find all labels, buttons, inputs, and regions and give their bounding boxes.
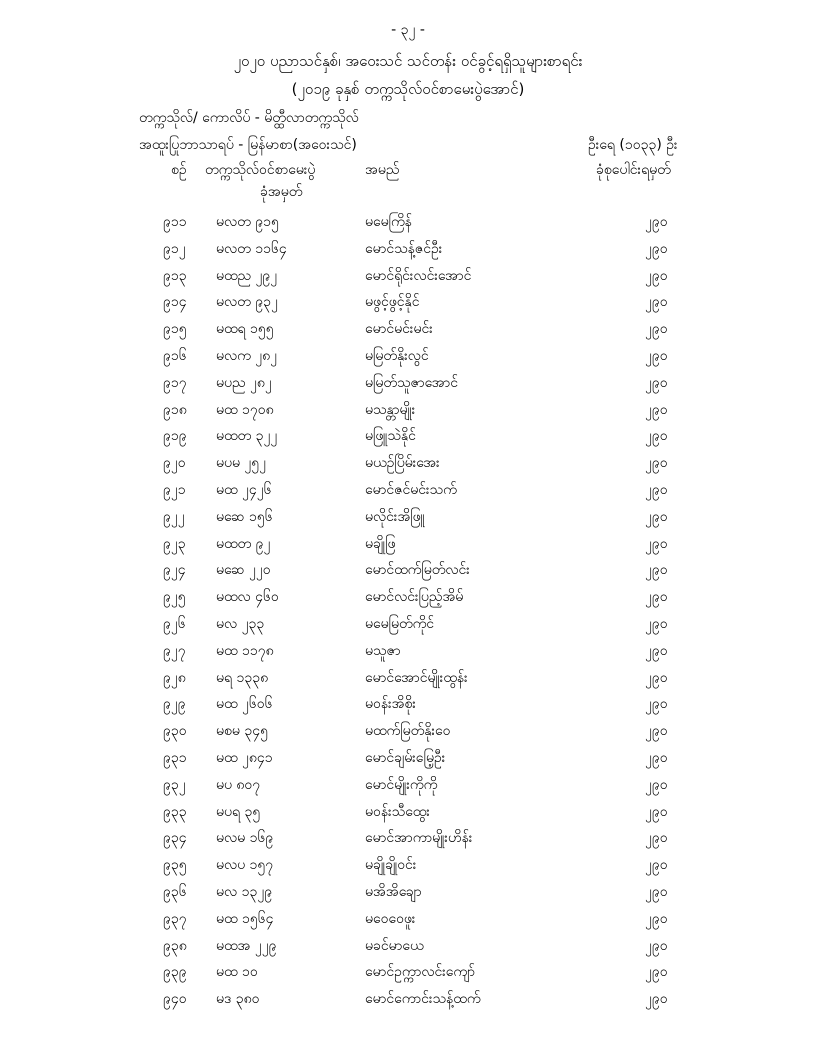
serial-number: ၉၃၀ xyxy=(163,723,187,740)
student-name: မယဉ်ပြိမ်းအေး xyxy=(365,455,440,472)
list-item xyxy=(0,530,816,557)
roll-number: မထရ ၁၅၅ xyxy=(216,321,274,338)
student-name: မမြတ်နိုးလွင် xyxy=(365,347,429,364)
list-item xyxy=(0,342,816,369)
roll-number: မထအ ၂၂၉ xyxy=(216,937,277,954)
list-item xyxy=(0,369,816,396)
list-item xyxy=(0,449,816,476)
score: ၂၉၀ xyxy=(645,214,668,230)
score: ၂၉၀ xyxy=(645,910,668,927)
roll-number: မပည ၂၈၂ xyxy=(216,374,272,391)
student-name: မောင်ကောင်းသန့်ထက် xyxy=(365,991,481,1008)
roll-number: မလက ၂၈၂ xyxy=(216,347,278,364)
list-item xyxy=(0,476,816,503)
student-name: မမေမြတ်ကိုင် xyxy=(365,615,435,632)
serial-number: ၉၂၀ xyxy=(163,455,186,472)
score: ၂၉၀ xyxy=(645,964,668,981)
roll-number: မထ ၁၁၇၈ xyxy=(216,642,274,659)
list-item xyxy=(0,958,816,985)
roll-number: မစမ ၃၄၅ xyxy=(216,723,268,740)
student-name: မသန္တာမျိုး xyxy=(365,401,416,418)
serial-number: ၉၃၂ xyxy=(163,776,186,793)
roll-number: မထ ၂၄၂၆ xyxy=(216,481,272,498)
list-item xyxy=(0,985,816,1012)
score: ၂၉၀ xyxy=(645,589,668,606)
roll-number: မလ ၂၃၃ xyxy=(216,615,265,632)
score: ၂၉၀ xyxy=(645,347,668,364)
column-header-score: ခုံစုပေါင်းရမှတ် xyxy=(596,162,671,178)
roll-number: မလ ၁၃၂၉ xyxy=(216,883,273,900)
serial-number: ၉၁၃ xyxy=(163,267,187,284)
document-title: ၂၀၂၀ ပညာသင်နှစ်၊ အဝေးသင် သင်တန်း ဝင်ခွင့်ရရှိသူများစာရင်း xyxy=(233,52,583,70)
roll-number: မလတ ၁၁၆၄ xyxy=(216,240,287,257)
student-name: မဖွင့်ဖွင့်နိုင် xyxy=(365,294,420,311)
list-item xyxy=(0,315,816,342)
score: ၂၉၀ xyxy=(645,428,668,445)
student-name: မဝေဝေဖူး xyxy=(365,910,416,927)
serial-number: ၉၁၈ xyxy=(163,401,187,418)
student-name: မောင်ထက်မြတ်လင်း xyxy=(365,562,470,579)
serial-number: ၉၃၅ xyxy=(163,857,187,874)
score: ၂၉၀ xyxy=(645,642,668,659)
roll-number: မထတ ၃၂၂ xyxy=(216,428,278,445)
list-item xyxy=(0,396,816,423)
score: ၂၉၀ xyxy=(645,937,668,954)
list-item xyxy=(0,744,816,771)
serial-number: ၉၁၄ xyxy=(163,294,187,311)
roll-number: မဒ ၃၈၀ xyxy=(216,991,260,1008)
list-item xyxy=(0,690,816,717)
student-name: မောင်အာကာမျိုးဟိန်း xyxy=(365,830,473,847)
roll-number: မဆေ ၂၂၀ xyxy=(216,562,271,579)
serial-number: ၉၃၈ xyxy=(163,937,187,954)
list-item xyxy=(0,262,816,289)
score: ၂၉၀ xyxy=(645,321,668,338)
student-name: မချိုချိုဝင်း xyxy=(365,857,417,874)
total-count: ဦးရေ (၁၀၃၃) ဦး xyxy=(588,137,678,153)
document-subtitle: (၂၀၁၉ ခုနှစ် တက္ကသိုလ်ဝင်စာမေးပွဲအောင်) xyxy=(291,80,525,98)
student-name: မမေကြိန် xyxy=(365,214,412,230)
roll-number: မပရ ၃၅ xyxy=(216,803,261,820)
score: ၂၉၀ xyxy=(645,562,668,579)
list-item xyxy=(0,503,816,530)
roll-number: မပ ၈၀၇ xyxy=(216,776,261,793)
list-item xyxy=(0,932,816,959)
column-header-roll: တက္ကသိုလ်ဝင်စာမေးပွဲ xyxy=(205,162,316,178)
serial-number: ၉၂၉ xyxy=(163,696,186,713)
column-header-name: အမည် xyxy=(365,162,400,178)
score: ၂၉၀ xyxy=(645,267,668,284)
serial-number: ၉၃၆ xyxy=(163,883,187,900)
score: ၂၉၀ xyxy=(645,883,668,900)
score: ၂၉၀ xyxy=(645,803,668,820)
score: ၂၉၀ xyxy=(645,508,668,525)
student-name: မမြတ်သူဇာအောင် xyxy=(365,374,459,391)
student-name: မောင်မင်းမင်း xyxy=(365,321,433,338)
serial-number: ၉၂၁ xyxy=(163,481,186,498)
student-name: မောင်အောင်မျိုးထွန်း xyxy=(365,669,468,686)
list-item xyxy=(0,208,816,235)
serial-number: ၉၂၄ xyxy=(163,562,186,579)
student-name: မောင်မျိုးကိုကို xyxy=(365,776,438,793)
roll-number: မထ ၁၇၀၈ xyxy=(216,401,274,418)
score: ၂၉၀ xyxy=(645,749,668,766)
roll-number: မထ ၂၆၀၆ xyxy=(216,696,273,713)
score: ၂၉၀ xyxy=(645,481,668,498)
student-name: မောင်လင်းပြည့်အိမ် xyxy=(365,589,464,606)
student-name: မခင်မာယေ xyxy=(365,937,424,954)
serial-number: ၉၃၇ xyxy=(163,910,187,927)
roll-number: မလမ ၁၆၉ xyxy=(216,830,274,847)
serial-number: ၉၁၇ xyxy=(163,374,187,391)
serial-number: ၉၂၇ xyxy=(163,642,186,659)
roll-number: မထ ၁၀ xyxy=(216,964,258,981)
score: ၂၉၀ xyxy=(645,535,668,552)
student-list xyxy=(0,208,816,1012)
student-name: မဖြူသဲနိုင် xyxy=(365,428,416,445)
score: ၂၉၀ xyxy=(645,615,668,632)
roll-number: မထည ၂၉၂ xyxy=(216,267,278,284)
student-name: မောင်ရိုင်းလင်းအောင် xyxy=(365,267,472,284)
list-item xyxy=(0,637,816,664)
list-item xyxy=(0,583,816,610)
university-line: တက္ကသိုလ်/ ကောလိပ် - မိတ္ထီလာတက္ကသိုလ် xyxy=(139,110,359,126)
student-name: မချိုဖြ xyxy=(365,535,396,552)
score: ၂၉၀ xyxy=(645,240,668,257)
column-header-serial: စဉ် xyxy=(171,162,187,178)
roll-number: မထတ ၉၂ xyxy=(216,535,271,552)
serial-number: ၉၃၄ xyxy=(163,830,187,847)
list-item xyxy=(0,798,816,825)
serial-number: ၉၃၁ xyxy=(163,749,187,766)
list-item xyxy=(0,824,816,851)
serial-number: ၉၃၉ xyxy=(163,964,187,981)
serial-number: ၉၃၃ xyxy=(163,803,187,820)
roll-number: မထ ၂၈၄၁ xyxy=(216,749,273,766)
score: ၂၉၀ xyxy=(645,401,668,418)
serial-number: ၉၂၆ xyxy=(163,615,186,632)
serial-number: ၉၁၉ xyxy=(163,428,187,445)
student-name: မောင်ဇင်မင်းသက် xyxy=(365,481,457,498)
roll-number: မထ ၁၅၆၄ xyxy=(216,910,274,927)
student-name: မဝန်းသီထွေး xyxy=(365,803,430,820)
score: ၂၉၀ xyxy=(645,991,668,1008)
score: ၂၉၀ xyxy=(645,723,668,740)
list-item xyxy=(0,422,816,449)
score: ၂၉၀ xyxy=(645,696,668,713)
roll-number: မလတ ၉၃၂ xyxy=(216,294,278,311)
roll-number: မဆေ ၁၅၆ xyxy=(216,508,273,525)
serial-number: ၉၁၁ xyxy=(163,214,187,230)
list-item xyxy=(0,556,816,583)
score: ၂၉၀ xyxy=(645,294,668,311)
serial-number: ၉၁၅ xyxy=(163,321,187,338)
student-name: မောင်ဥက္ကာလင်းကျော် xyxy=(365,964,476,981)
student-name: မသူဇာ xyxy=(365,642,401,659)
list-item xyxy=(0,610,816,637)
roll-number: မလပ ၁၅၇ xyxy=(216,857,274,874)
serial-number: ၉၂၃ xyxy=(163,535,186,552)
student-name: မထက်မြတ်နိုးဝေ xyxy=(365,723,451,740)
score: ၂၉၀ xyxy=(645,455,668,472)
department-line: အထူးပြုဘာသာရပ် - မြန်မာစာ(အဝေးသင်) xyxy=(139,137,357,153)
score: ၂၉၀ xyxy=(645,857,668,874)
list-item xyxy=(0,905,816,932)
score: ၂၉၀ xyxy=(645,830,668,847)
serial-number: ၉၂၈ xyxy=(163,669,186,686)
roll-number: မထလ ၄၆၀ xyxy=(216,589,279,606)
score: ၂၉၀ xyxy=(645,776,668,793)
list-item xyxy=(0,771,816,798)
page-number: - ၃၂ - xyxy=(391,22,425,38)
serial-number: ၉၁၂ xyxy=(163,240,186,257)
roll-number: မလတ ၉၁၅ xyxy=(216,214,279,230)
student-name: မဝန်းအိစိုး xyxy=(365,696,416,713)
serial-number: ၉၄၀ xyxy=(163,991,187,1008)
serial-number: ၉၂၅ xyxy=(163,589,186,606)
list-item xyxy=(0,878,816,905)
roll-number: မပမ ၂၅၂ xyxy=(216,455,267,472)
column-header-roll-line2: ခုံအမှတ် xyxy=(260,184,303,200)
serial-number: ၉၁၆ xyxy=(163,347,187,364)
roll-number: မရ ၁၃၃၈ xyxy=(216,669,269,686)
serial-number: ၉၂၂ xyxy=(163,508,185,525)
list-item xyxy=(0,288,816,315)
score: ၂၉၀ xyxy=(645,374,668,391)
student-name: မလိုင်းအိဖြူ xyxy=(365,508,425,525)
list-item xyxy=(0,664,816,691)
list-item xyxy=(0,235,816,262)
student-name: မအိအိချော xyxy=(365,883,422,900)
list-item xyxy=(0,717,816,744)
student-name: မောင်သန့်ဇင်ဦး xyxy=(365,240,443,257)
student-name: မောင်ချမ်းမြေ့ဦး xyxy=(365,749,446,766)
score: ၂၉၀ xyxy=(645,669,668,686)
list-item xyxy=(0,851,816,878)
